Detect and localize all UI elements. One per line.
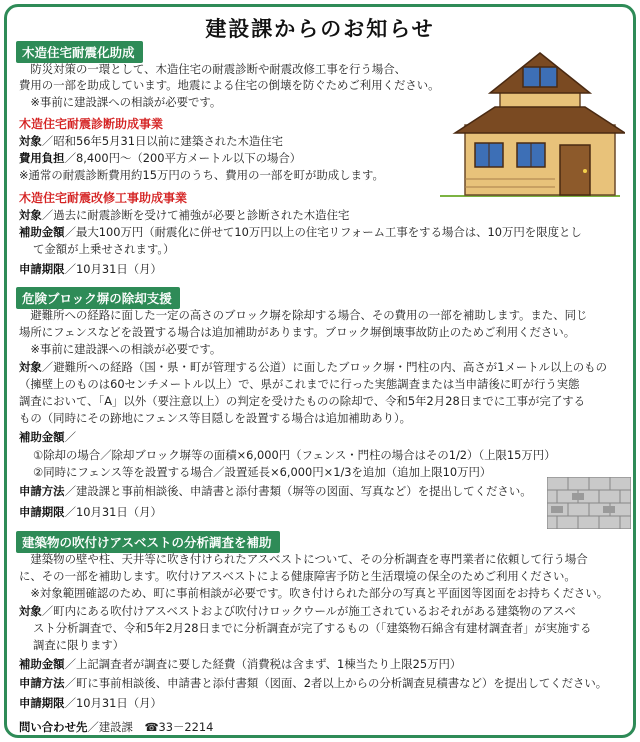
sec3-note: ※対象範囲確認のため、町に事前相談が必要です。吹き付けられた部分の写真と平面図等図面をお持ちください。 bbox=[19, 586, 609, 600]
diag-target-row bbox=[19, 133, 283, 150]
repair-amount-row bbox=[19, 224, 582, 241]
diag-note: ※通常の耐震診断費用約15万円のうち、費用の一部を町が助成します。 bbox=[19, 168, 384, 182]
diag-target-label: 対象 bbox=[19, 134, 42, 148]
sec3-target-line2: スト分析調査で、令和5年2月28日までに分析調査が完了するもの（「建築物石綿含有建材調査者」が実施する bbox=[33, 621, 592, 635]
sec2-target-label: 対象 bbox=[19, 360, 42, 374]
sec3-target-label: 対象 bbox=[19, 604, 42, 618]
contact-label: 問い合わせ先 bbox=[19, 720, 88, 734]
contact-dept: ／建設課 bbox=[87, 720, 145, 734]
sec1-note: ※事前に建設課への相談が必要です。 bbox=[19, 95, 222, 109]
repair-deadline-row bbox=[19, 261, 162, 278]
contact-phone: 33－2214 bbox=[158, 720, 214, 734]
sec3-method-label: 申請方法 bbox=[19, 676, 65, 690]
sec2-amount-sep: ／ bbox=[64, 430, 76, 444]
sec2-method-row bbox=[19, 483, 532, 500]
sec2-deadline-label: 申請期限 bbox=[19, 505, 65, 519]
sec2-amount-case1: ①除却の場合／除却ブロック塀等の面積×6,000円（フェンス・門柱の場合はその1/2）（上限15万円） bbox=[33, 448, 556, 462]
sec2-method-value: ／建設課と事前相談後、申請書と添付書類（塀等の図面、写真など）を提出してください。 bbox=[64, 484, 532, 498]
section-heading-asbestos: 建築物の吹付けアスベストの分析調査を補助 bbox=[16, 531, 280, 553]
phone-icon: ☎ bbox=[144, 720, 159, 734]
repair-amount-line2: て金額が上乗せされます。） bbox=[33, 242, 175, 256]
sec2-target-row bbox=[19, 359, 607, 376]
contact-row bbox=[19, 719, 213, 736]
sec2-amount-label: 補助金額 bbox=[19, 430, 65, 444]
subheading-seismic-repair: 木造住宅耐震改修工事助成事業 bbox=[19, 191, 188, 205]
sec2-intro-line2: 場所にフェンスなどを設置する場合は追加補助があります。ブロック塀倒壊事故防止のためご利用ください。 bbox=[19, 325, 576, 339]
repair-target-value: ／過去に耐震診断を受けて補強が必要と診断された木造住宅 bbox=[41, 208, 350, 222]
sec2-deadline-row bbox=[19, 504, 162, 521]
block-wall-illustration bbox=[547, 477, 631, 529]
repair-amount-label: 補助金額 bbox=[19, 225, 65, 239]
sec2-method-label: 申請方法 bbox=[19, 484, 65, 498]
diag-target-value: ／昭和56年5月31日以前に建築された木造住宅 bbox=[41, 134, 284, 148]
repair-deadline-value: ／10月31日（月） bbox=[64, 262, 162, 276]
sec3-deadline-label: 申請期限 bbox=[19, 696, 65, 710]
subheading-seismic-diagnosis: 木造住宅耐震診断助成事業 bbox=[19, 117, 164, 131]
sec2-note: ※事前に建設課への相談が必要です。 bbox=[19, 342, 222, 356]
sec3-method-value: ／町に事前相談後、申請書と添付書類（図面、2者以上からの分析調査見積書など）を提出してください。 bbox=[64, 676, 608, 690]
sec3-amount-value: ／上記調査者が調査に要した経費（消費税は含まず、1棟当たり上限25万円） bbox=[64, 657, 462, 671]
sec2-target-line1: ／避難所への経路（国・県・町が管理する公道）に面したブロック塀・門柱の内、高さが1メートル以上のもの bbox=[41, 360, 607, 374]
sec3-target-row bbox=[19, 603, 576, 620]
sec3-deadline-row bbox=[19, 695, 162, 712]
sec2-target-line4: もの（同時にその跡地にフェンス等目隠しを設置する場合は追加補助あり）。 bbox=[19, 411, 412, 425]
repair-target-row bbox=[19, 207, 349, 224]
sec3-intro-line1: 建築物の壁や柱、天井等に吹き付けられたアスベストについて、その分析調査を専門業者に依頼して行う場合 bbox=[19, 552, 588, 566]
page-title: 建設課からのお知らせ bbox=[205, 17, 435, 41]
sec3-deadline-value: ／10月31日（月） bbox=[64, 696, 162, 710]
sec3-target-line1: ／町内にある吹付けアスベストおよび吹付けロックウールが施工されているおそれがある建築物のアスベ bbox=[41, 604, 576, 618]
sec3-method-row bbox=[19, 675, 607, 692]
notice-panel bbox=[4, 4, 636, 738]
sec2-amount-case2: ②同時にフェンス等を設置する場合／設置延長×6,000円×1/3を追加（追加上限10万円） bbox=[33, 465, 492, 479]
sec1-intro-line1: 防災対策の一環として、木造住宅の耐震診断や耐震改修工事を行う場合、 bbox=[19, 62, 407, 76]
sec3-target-line3: 調査に限ります） bbox=[33, 638, 125, 652]
sec2-intro-line1: 避難所への経路に面した一定の高さのブロック塀を除却する場合、その費用の一部を補助します。また、同じ bbox=[19, 308, 588, 322]
section-heading-block-wall: 危険ブロック塀の除却支援 bbox=[16, 287, 180, 309]
sec2-target-line2: （擁壁上のものは60センチメートル以上）で、県がこれまでに行った実態調査または当申請後に町が行う実態 bbox=[19, 377, 580, 391]
repair-amount-value: ／最大100万円（耐震化に併せて10万円以上の住宅リフォーム工事をする場合は、10万円を限度とし bbox=[64, 225, 582, 239]
house-illustration bbox=[435, 47, 625, 197]
sec3-intro-line2: に、その一部を補助します。吹付けアスベストによる健康障害予防と生活環境の保全のためご利用ください。 bbox=[19, 569, 576, 583]
sec2-amount-row bbox=[19, 429, 76, 446]
diag-cost-value: ／8,400円～（200平方メートル以下の場合） bbox=[64, 151, 302, 165]
section-heading-seismic: 木造住宅耐震化助成 bbox=[16, 41, 143, 63]
repair-target-label: 対象 bbox=[19, 208, 42, 222]
repair-deadline-label: 申請期限 bbox=[19, 262, 65, 276]
diag-cost-label: 費用負担 bbox=[19, 151, 65, 165]
sec3-amount-row bbox=[19, 656, 461, 673]
sec2-target-line3: 調査において、「A」以外（要注意以上）の判定を受けたものの除却で、令和5年2月28日までに工事が完了する bbox=[19, 394, 585, 408]
diag-cost-row bbox=[19, 150, 301, 167]
sec3-amount-label: 補助金額 bbox=[19, 657, 65, 671]
sec2-deadline-value: ／10月31日（月） bbox=[64, 505, 162, 519]
sec1-intro-line2: 費用の一部を助成しています。地震による住宅の倒壊を防ぐためご利用ください。 bbox=[19, 78, 440, 92]
